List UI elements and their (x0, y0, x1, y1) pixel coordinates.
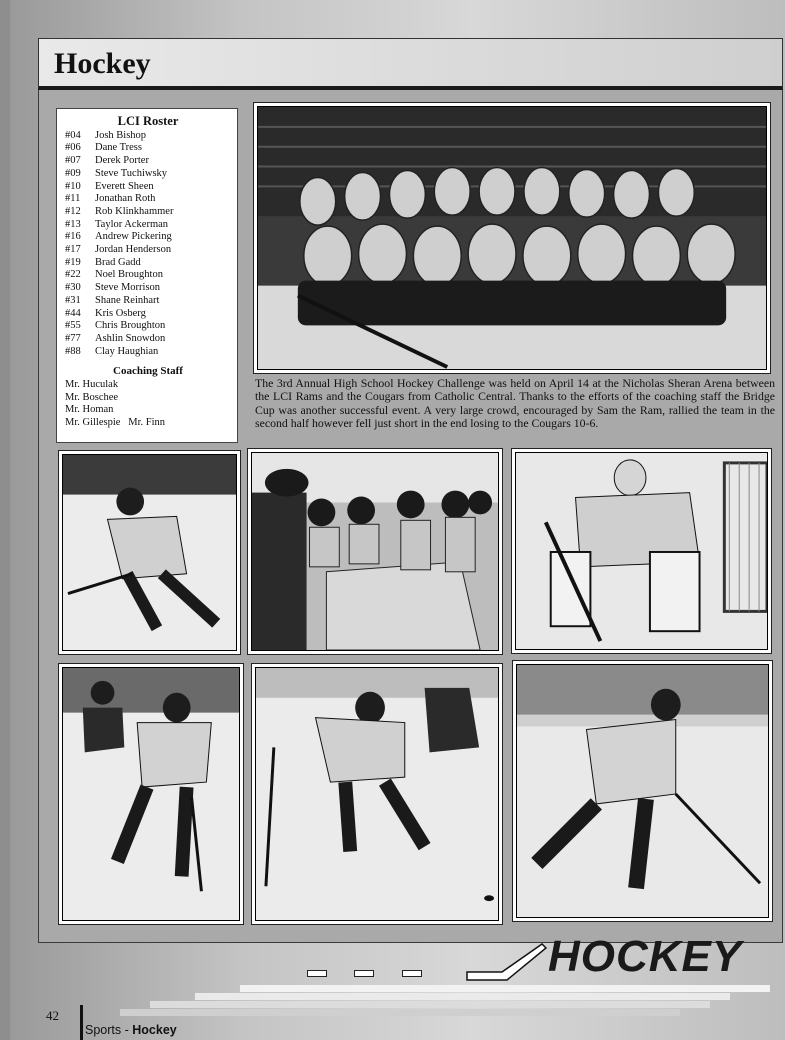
player-stick-photo-icon (255, 667, 499, 921)
player-name: Ashlin Snowdon (95, 332, 166, 344)
player-name: Noel Broughton (95, 269, 163, 281)
player-name: Jonathan Roth (95, 193, 156, 205)
coach-name: Mr. Boschee (65, 391, 119, 403)
skater-photo (58, 450, 241, 655)
coaching-heading: Coaching Staff (113, 365, 183, 378)
footer-dash (402, 970, 422, 977)
goalie-photo (511, 448, 772, 654)
skater-photo-icon (62, 454, 237, 651)
player-number: #17 (65, 244, 81, 256)
player-number: #44 (65, 307, 81, 319)
page-number: 42 (46, 1008, 59, 1023)
roster-heading: LCI Roster (117, 114, 179, 128)
player-number: #12 (65, 205, 81, 217)
roster-row (65, 308, 231, 321)
roster-row (65, 155, 231, 168)
player-name: Clay Haughian (95, 345, 159, 357)
player-name: Shane Reinhart (95, 294, 160, 306)
player-name: Taylor Ackerman (95, 218, 169, 230)
player-name: Andrew Pickering (95, 231, 172, 243)
goalie-photo-icon (515, 452, 768, 650)
player-name: Rob Klinkhammer (95, 205, 174, 217)
roster-row (65, 130, 231, 143)
roster-row (65, 219, 231, 232)
player-number: #06 (65, 142, 81, 154)
footer-logo-text: HOCKEY (548, 932, 743, 981)
coach-name: Mr. Huculak (65, 379, 119, 391)
roster-row (65, 181, 231, 194)
roster-row (65, 295, 231, 308)
hockey-stick-icon (462, 942, 547, 984)
player-name: Everett Sheen (95, 180, 154, 192)
roster-row (65, 231, 231, 244)
player-number: #16 (65, 231, 81, 243)
coach-huddle-photo-icon (251, 452, 499, 651)
player-stick-photo (251, 663, 503, 925)
player-name: Chris Broughton (95, 320, 166, 332)
player-skating-photo-icon (62, 667, 240, 921)
footer-dash (307, 970, 327, 977)
player-name: Jordan Henderson (95, 244, 172, 256)
section-name: Hockey (132, 1023, 177, 1037)
footer-divider (80, 1005, 83, 1040)
player-number: #11 (65, 193, 81, 205)
player-number: #13 (65, 218, 81, 230)
title-bar (38, 38, 783, 90)
roster-row (65, 244, 231, 257)
coach-list (65, 379, 231, 430)
roster-row (65, 346, 231, 359)
player-number: #88 (65, 345, 81, 357)
player-puck-photo-icon (516, 664, 769, 918)
player-name: Derek Porter (95, 155, 149, 167)
team-photo (253, 102, 771, 374)
roster-row (65, 320, 231, 333)
player-number: #31 (65, 294, 81, 306)
player-name: Brad Gadd (95, 256, 141, 268)
roster-row (65, 269, 231, 282)
roster-row (65, 168, 231, 181)
player-skating-photo (58, 663, 244, 925)
player-name: Steve Morrison (95, 282, 161, 294)
roster-row (65, 193, 231, 206)
player-number: #22 (65, 269, 81, 281)
roster-row (65, 206, 231, 219)
player-number: #07 (65, 155, 81, 167)
page-title: Hockey (54, 47, 151, 80)
player-number: #77 (65, 332, 81, 344)
roster-row (65, 333, 231, 346)
team-photo-icon (257, 106, 767, 370)
player-number: #04 (65, 129, 81, 141)
player-name: Steve Tuchiwsky (95, 167, 168, 179)
photo-caption: The 3rd Annual High School Hockey Challenge was held on April 14 at the Nicholas Sheran Arena between the LCI Rams and the Cougars from Catholic Central. Thanks to the efforts of the coaching staff the Bridge Cup was another successful event. A very large crowd, encouraged by Sam the Ram, rallied the team in the second half however fell just short in the end losing to the Cougars 10-6. (255, 376, 775, 430)
player-puck-photo (512, 660, 773, 922)
roster-row (65, 282, 231, 295)
player-list (65, 130, 231, 359)
roster-row (65, 257, 231, 270)
player-number: #10 (65, 180, 81, 192)
footer-dash (354, 970, 374, 977)
player-number: #09 (65, 167, 81, 179)
player-name: Dane Tress (95, 142, 142, 154)
coach-name: Mr. Gillespie Mr. Finn (65, 417, 166, 429)
player-name: Josh Bishop (95, 129, 147, 141)
player-number: #55 (65, 320, 81, 332)
roster-box (56, 108, 238, 443)
player-name: Kris Osberg (95, 307, 146, 319)
player-number: #30 (65, 282, 81, 294)
coach-name: Mr. Homan (65, 404, 114, 416)
roster-row (65, 142, 231, 155)
section-label (85, 1023, 177, 1037)
section-prefix: Sports - (85, 1023, 133, 1037)
player-number: #19 (65, 256, 81, 268)
coach-huddle-photo (247, 448, 503, 655)
